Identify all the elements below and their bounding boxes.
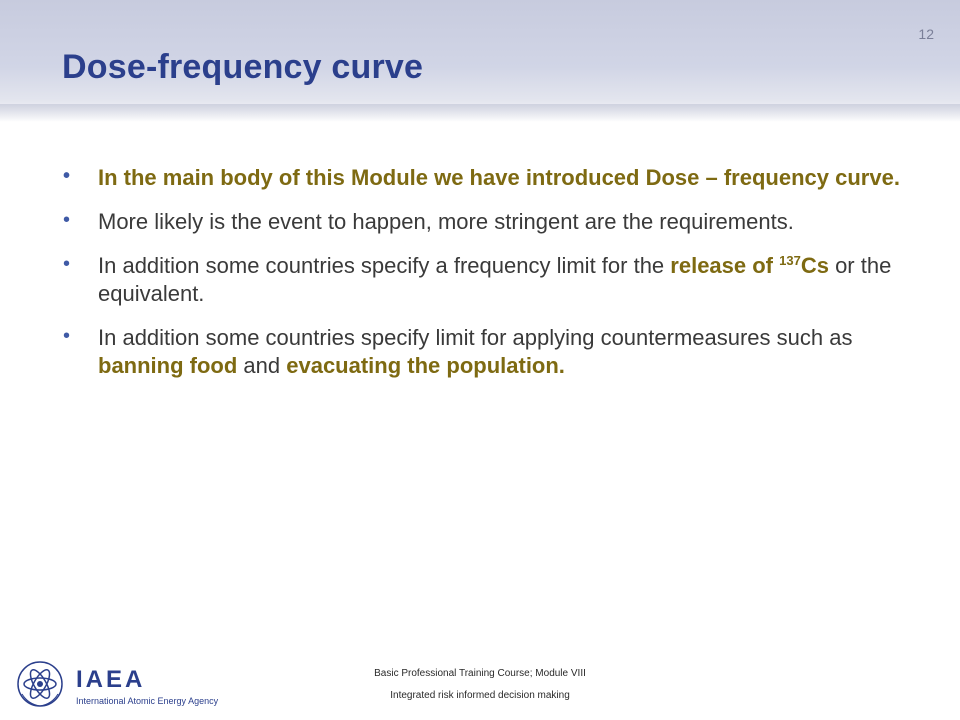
page-number: 12 — [918, 26, 934, 42]
bullet-text: More likely is the event to happen, more stringent are the requirements. — [98, 209, 794, 234]
bullet-text: In addition some countries specify limit for applying countermeasures such as — [98, 325, 853, 350]
bullet-item — [62, 324, 902, 380]
isotope-symbol: Cs — [800, 253, 829, 278]
logo-text: IAEA — [76, 666, 146, 693]
highlight-banning-food: banning food — [98, 353, 238, 378]
bullet-dot-icon: • — [63, 253, 71, 275]
bullet-list — [62, 164, 902, 396]
highlight-release: release of — [670, 253, 780, 278]
bullet-dot-icon: • — [63, 325, 71, 347]
bullet-item — [62, 208, 902, 236]
highlight-evacuating: evacuating the population. — [286, 353, 565, 378]
bullet-text-mid: and — [237, 353, 287, 378]
footer-course: Basic Professional Training Course; Module VIII — [374, 668, 586, 679]
bullet-dot-icon: • — [63, 209, 71, 231]
bullet-text: In the main body of this Module we have introduced Dose – frequency curve. — [98, 165, 900, 190]
footer-module: Integrated risk informed decision making — [390, 690, 570, 701]
slide-title: Dose-frequency curve — [62, 48, 424, 86]
isotope-mass-number: 137 — [779, 253, 801, 268]
bullet-item — [62, 164, 902, 192]
bullet-text: In addition some countries specify a frequency limit for the — [98, 253, 671, 278]
logo-subtext: International Atomic Energy Agency — [76, 696, 219, 706]
bullet-dot-icon: • — [63, 165, 71, 187]
bullet-item — [62, 252, 902, 308]
bullet-text-end: or the equivalent. — [98, 253, 892, 306]
